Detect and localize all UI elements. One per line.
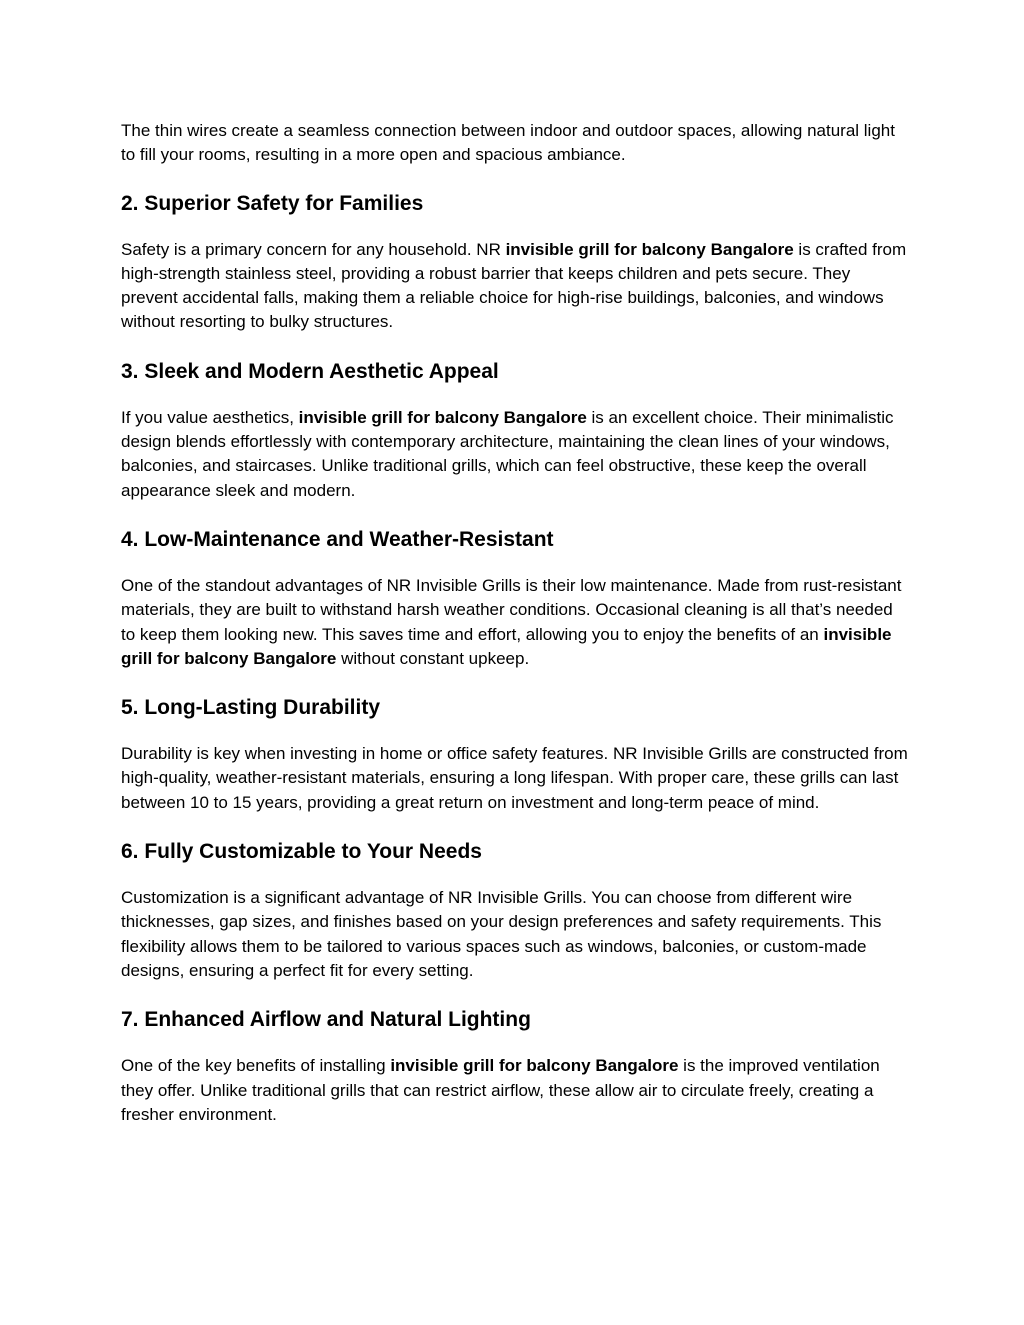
keyword-link: invisible grill for balcony Bangalore	[390, 1056, 679, 1076]
keyword-link: invisible grill for balcony Bangalore	[298, 407, 587, 427]
section-heading: 5. Long-Lasting Durability	[121, 696, 381, 720]
keyword-link: invisible grill for balcony Bangalore	[121, 624, 892, 668]
section-paragraph: One of the key benefits of installing invisible grill for balcony Bangalore is the improved ventilation they offer. Unlike traditional grills that can restrict airflow, these allow air to circulate freely, creating a fresher environment.	[121, 1056, 880, 1124]
section-maintenance	[121, 527, 911, 671]
section-aesthetic	[121, 359, 911, 503]
section-heading: 7. Enhanced Airflow and Natural Lighting	[121, 1008, 531, 1032]
section-heading: 3. Sleek and Modern Aesthetic Appeal	[121, 359, 499, 383]
section-heading: 2. Superior Safety for Families	[121, 191, 424, 215]
keyword-link: invisible grill for balcony Bangalore	[505, 239, 794, 259]
section-paragraph: One of the standout advantages of NR Invisible Grills is their low maintenance. Made from rust-resistant materials, they are built to withstand harsh weather conditions. Occasional cleaning is all that’s needed to keep them looking new. This saves time and effort, allowing you to enjoy the benefits of an invisible grill for balcony Bangalore without constant upkeep.	[121, 575, 902, 668]
section-customizable	[121, 839, 911, 983]
section-safety	[121, 191, 911, 335]
section-paragraph: Customization is a significant advantage of NR Invisible Grills. You can choose from different wire thicknesses, gap sizes, and finishes based on your design preferences and safety requirements. This flexibility allows them to be tailored to various spaces such as windows, balconies, or custom-made designs, ensuring a perfect fit for every setting.	[121, 888, 882, 980]
section-paragraph: If you value aesthetics, invisible grill for balcony Bangalore is an excellent choice. Their minimalistic design blends effortlessly with contemporary architecture, maintaining the clean lines of your windows, balconies, and staircases. Unlike traditional grills, which can feel obstructive, these keep the overall appearance sleek and modern.	[121, 407, 894, 500]
section-heading: 6. Fully Customizable to Your Needs	[121, 840, 482, 864]
document-page	[121, 119, 911, 1151]
section-airflow	[121, 1007, 911, 1127]
section-durability	[121, 695, 911, 815]
intro-paragraph: The thin wires create a seamless connection between indoor and outdoor spaces, allowing natural light to fill your rooms, resulting in a more open and spacious ambiance.	[121, 121, 895, 165]
section-paragraph: Durability is key when investing in home or office safety features. NR Invisible Grills are constructed from high-quality, weather-resistant materials, ensuring a long lifespan. With proper care, these grills can last between 10 to 15 years, providing a great return on investment and long-term peace of mind.	[121, 744, 908, 812]
section-heading: 4. Low-Maintenance and Weather-Resistant	[121, 527, 554, 551]
section-paragraph: Safety is a primary concern for any household. NR invisible grill for balcony Bangalore is crafted from high-strength stainless steel, providing a robust barrier that keeps children and pets secure. They prevent accidental falls, making them a reliable choice for high-rise buildings, balconies, and windows without resorting to bulky structures.	[121, 239, 907, 332]
